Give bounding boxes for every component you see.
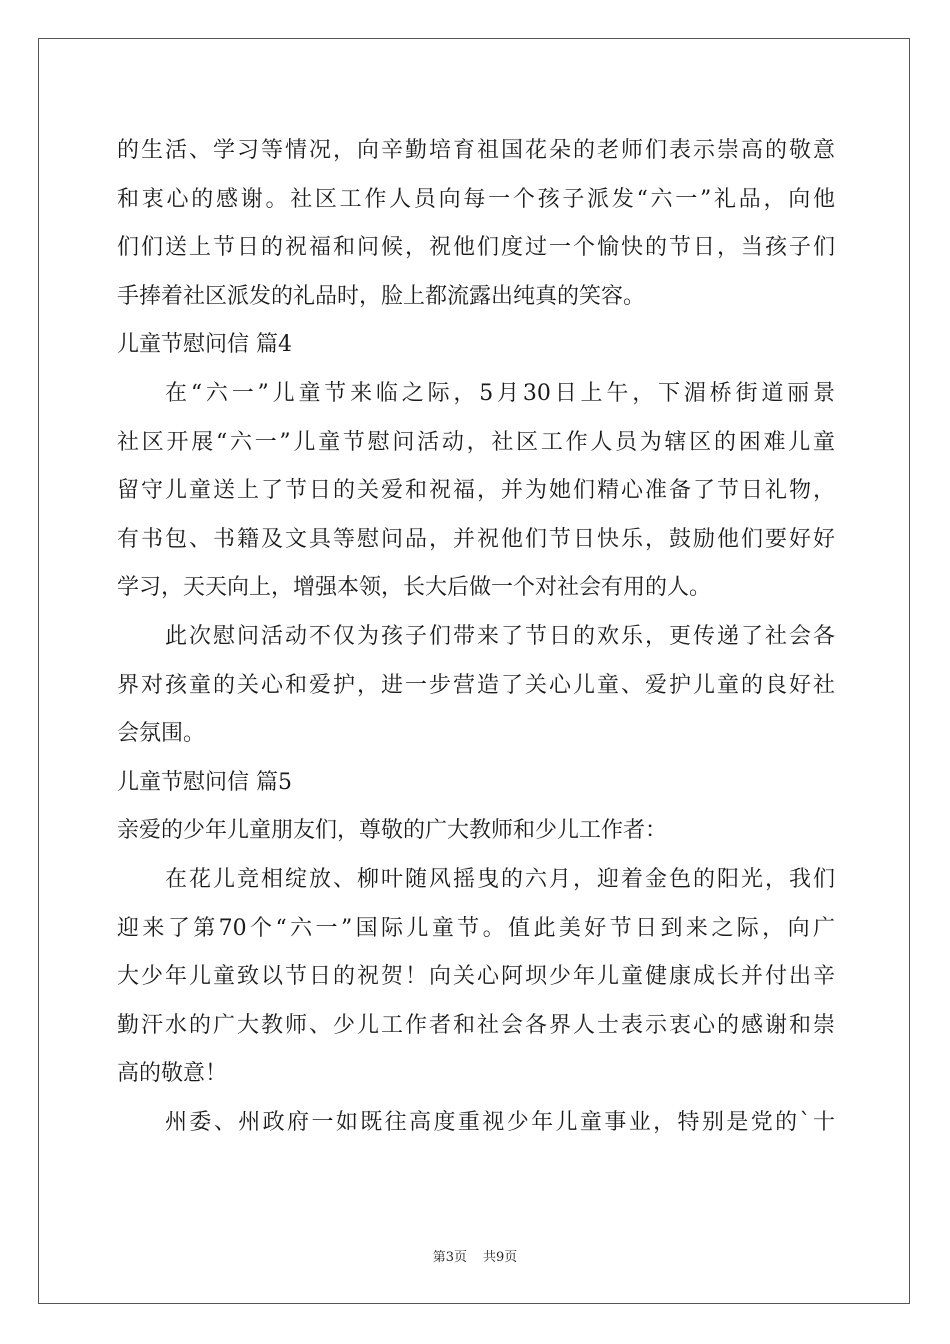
- body-line: 此次慰问活动不仅为孩子们带来了节日的欢乐，更传递了社会各: [165, 623, 835, 649]
- body-line: 手捧着社区派发的礼品时，脸上都流露出纯真的笑容。: [117, 283, 646, 309]
- page-number: 第3页: [432, 1250, 467, 1265]
- body-line: 高的敬意！: [117, 1061, 228, 1087]
- body-line: 学习，天天向上，增强本领，长大后做一个对社会有用的人。: [117, 575, 712, 601]
- page-total: 共9页: [483, 1250, 518, 1265]
- body-line: 在“六一”儿童节来临之际，5月30日上午，下湄桥街道丽景: [165, 380, 835, 406]
- section-heading: 儿童节慰问信 篇4: [117, 332, 292, 358]
- section-heading: 儿童节慰问信 篇5: [117, 769, 292, 795]
- body-line: 大少年儿童致以节日的祝贺！向关心阿坝少年儿童健康成长并付出辛: [117, 964, 835, 990]
- document-body: [117, 127, 835, 1147]
- body-line: 的生活、学习等情况，向辛勤培育祖国花朵的老师们表示崇高的敬意: [117, 138, 835, 163]
- salutation-line: 亲爱的少年儿童朋友们，尊敬的广大教师和少儿工作者：: [117, 818, 668, 844]
- body-line: 有书包、书籍及文具等慰问品，并祝他们节日快乐，鼓励他们要好好: [117, 526, 835, 552]
- body-line: 和衷心的感谢。社区工作人员向每一个孩子派发“六一”礼品，向他: [117, 186, 835, 212]
- page-footer: [0, 1246, 950, 1265]
- body-line: 州委、州政府一如既往高度重视少年儿童事业，特别是党的`十: [165, 1109, 835, 1135]
- body-line: 迎来了第70个“六一”国际儿童节。值此美好节日到来之际，向广: [117, 915, 835, 941]
- body-line: 留守儿童送上了节日的关爱和祝福，并为她们精心准备了节日礼物，: [117, 478, 835, 504]
- body-line: 社区开展“六一”儿童节慰问活动，社区工作人员为辖区的困难儿童: [117, 429, 835, 455]
- body-line: 们们送上节日的祝福和问候，祝他们度过一个愉快的节日，当孩子们: [117, 235, 835, 261]
- body-line: 在花儿竞相绽放、柳叶随风摇曳的六月，迎着金色的阳光，我们: [165, 866, 835, 892]
- body-line: 勤汗水的广大教师、少儿工作者和社会各界人士表示衷心的感谢和崇: [117, 1012, 835, 1038]
- body-line: 界对孩童的关心和爱护，进一步营造了关心儿童、爱护儿童的良好社: [117, 672, 835, 698]
- body-line: 会氛围。: [117, 721, 206, 747]
